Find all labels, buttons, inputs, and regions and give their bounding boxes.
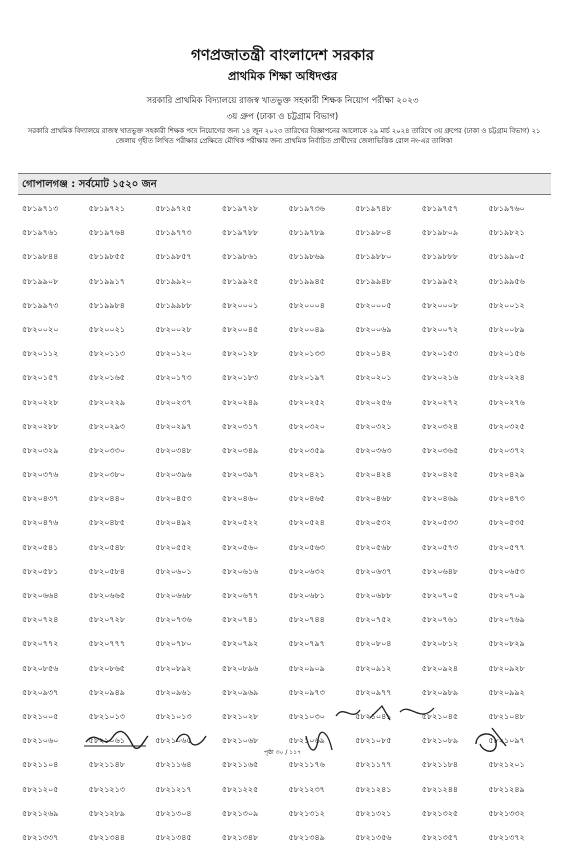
roll-number-cell: ৫৮২১০২৮ [221,711,259,721]
roll-number-cell: ৫৮১৯৮২১ [488,228,525,238]
roll-number-cell: ৫৮২০৩৩০ [88,445,126,455]
roll-number-cell: ৫৮২০৮৯২ [155,663,192,673]
roll-number-cell: ৫৮২০৭৮০ [155,639,192,649]
roll-number-cell: ৫৮২০৪৬৫ [288,494,325,504]
roll-number-cell: ৫৮২১০৪৫ [421,711,459,721]
roll-number-cell: ৫৮২০৫৭৭ [488,542,525,552]
roll-number-cell: ৫৮২০৩৪৮ [155,445,192,455]
roll-number-cell: ৫৮২০৯৭৭ [355,687,392,697]
roll-number-cell: ৫৮২০১৪২ [355,349,392,359]
roll-number-cell: ৫৮২০৩৯৬ [155,470,192,480]
roll-number-cell: ৫৮২০৫২২ [221,518,259,528]
roll-number-cell: ৫৮২০৪৭৩ [488,494,525,504]
roll-number-cell: ৫৮২০৭৫২ [355,615,392,625]
roll-number-cell: ৫৮২০৯৬১ [155,687,192,697]
roll-number-cell: ৫৮২১০৬৫ [155,736,192,746]
roll-number-cell: ৫৮২০৬১৬ [221,566,259,576]
roll-number-cell: ৫৮২০২৭৬ [488,397,525,407]
roll-number-cell: ৫৮২০০০১ [221,300,259,310]
roll-number-cell: ৫৮১৯৭৮৯ [288,228,325,238]
district-banner [18,173,551,195]
roll-number-cell: ৫৮২০৯৪৯ [88,687,125,697]
roll-number-cell: ৫৮২০৭৬১ [421,615,459,625]
roll-number-cell: ৫৮২০৭৬৯ [488,615,525,625]
roll-number-cell: ৫৮২০০২০ [22,324,59,334]
roll-number-cell: ৫৮২০৩২৫ [488,421,525,431]
roll-number-cell: ৫৮২০৩৪৯ [221,445,259,455]
signature-4 [330,698,440,728]
roll-number-cell: ৫৮২০১৭৩ [155,373,192,383]
roll-number-cell: ৫৮২০৪৪০ [88,494,125,504]
roll-number-cell: ৫৮১৯৯৮৮ [155,300,192,310]
roll-number-cell: ৫৮২০৯৬৯ [221,687,259,697]
document-title: গণপ্রজাতন্ত্রী বাংলাদেশ সরকার [191,46,374,64]
roll-number-cell: ৫৮২০১২০ [155,349,192,359]
roll-number-cell: ৫৮২১১৭৬ [288,760,325,770]
roll-number-cell: ৫৮২০৭২৪ [22,615,59,625]
roll-number-cell: ৫৮২০১৫৩ [421,349,459,359]
roll-number-cell: ৫৮১৯৮৫৫ [88,252,125,262]
roll-number-cell: ৫৮২০১৮৩ [221,373,259,383]
roll-number-cell: ৫৮১৯৯৪৮ [355,276,392,286]
roll-number-cell: ৫৮২০৫৬৮ [355,542,392,552]
roll-number-cell: ৫৮২০৯৯২ [488,687,525,697]
roll-number-cell: ৫৮২০১১২ [22,349,59,359]
roll-number-cell: ৫৮২০৪৯২ [155,518,192,528]
roll-number-cell: ৫৮২১২৮৯ [88,808,125,818]
roll-number-cell: ৫৮২০৯৭৩ [288,687,325,697]
roll-number-cell: ৫৮২১২৪৪ [421,784,459,794]
roll-number-cell: ৫৮১৯৯৪৫ [288,276,325,286]
exam-name: সরকারি প্রাথমিক বিদ্যালয়ে রাজস্ব খাতভুক্ত সহকারী শিক্ষক নিয়োগ পরীক্ষা ২০২৩ [146,96,419,106]
roll-number-cell: ৫৮২০০৮৯ [488,324,525,334]
roll-number-cell: ৫৮২১০৬৯ [288,736,325,746]
roll-number-cell: ৫৮১৯৮৪৪ [22,252,59,262]
roll-number-cell: ৫৮২০৪৮৫ [88,518,125,528]
roll-number-cell: ৫৮২০৭৪১ [221,615,259,625]
roll-number-cell: ৫৮১৯৮৫৭ [155,252,192,262]
roll-number-cell: ৫৮২০২৯৭ [155,421,192,431]
roll-number-cell: ৫৮২১০৪৮ [488,711,525,721]
roll-number-cell: ৫৮১৯৭২১ [88,204,125,213]
roll-number-cell: ৫৮২০২৩৭ [155,397,192,407]
roll-number-cell: ৫৮২০৬৫৩ [488,566,525,576]
roll-number-cell: ৫৮২০৭৯২ [221,639,259,649]
roll-number-cell: ৫৮২০৩২৯ [22,445,59,455]
roll-number-cell: ৫৮২০১৩৩ [288,349,325,359]
roll-number-cell: ৫৮২১১০৪ [22,760,59,770]
roll-number-cell: ৫৮১৯৭৩৬ [288,204,325,213]
roll-number-cell: ৫৮২১৩৪৪ [88,832,125,842]
roll-number-cell: ৫৮২০৪৬৯ [421,494,459,504]
roll-number-cell: ৫৮২০৪৬০ [221,494,259,504]
roll-number-cell: ৫৮২০৬৮৮ [355,591,392,600]
roll-number-cell: ৫৮২০২২৪ [488,373,525,383]
roll-number-cell: ৫৮২০০০৪ [288,300,325,310]
roll-number-cell: ৫৮২০৩৭২ [488,445,525,455]
roll-number-cell: ৫৮২০২৯৩ [88,421,126,431]
notice-text: সরকারি প্রাথমিক বিদ্যালয়ে রাজস্ব খাতভুক্ত সহকারী শিক্ষক পদে নিয়োগের জন্য ১৪ জুন ২০২৩ তারিখের বিজ্ঞাপনের আলোকে ২৯ মার্চ ২০২৪ তারিখে ৩য় গ্রুপের (ঢাকা ও চট্টগ্রাম বিভাগ) ২১ জেলায় গৃহীত লিখিত পরীক্ষার প্রেক্ষিতে মৌখিক পরীক্ষার জন্য প্রাথমিক নির্বাচিত প্রার্থীদের জেলাভিত্তিক রোল নং-এর তালিকা [27,127,541,145]
roll-number-cell: ৫৮২০২৭২ [421,397,459,407]
roll-number-cell: ৫৮২০৭৯৭ [288,639,325,649]
roll-number-cell: ৫৮২১০৮৫ [355,736,392,746]
roll-number-cell: ৫৮২০৫৬৩ [288,542,325,552]
roll-number-cell: ৫৮২০৭৭৭ [88,639,126,649]
roll-number-cell: ৫৮২০৪২৫ [421,470,459,480]
roll-number-cell: ৫৮২০২৫২ [288,397,325,407]
roll-number-cell: ৫৮২১১৬৫ [221,760,259,770]
roll-number-cell: ৫৮২০৩৭৬ [22,470,59,480]
roll-number-cell: ৫৮২১৩৩২ [488,808,525,818]
roll-number-cell: ৫৮১৯৭৬০ [488,204,525,213]
roll-number-cell: ৫৮২১৩২১ [355,808,392,818]
roll-number-cell: ৫৮২০৬৬৫ [88,591,126,600]
roll-number-cell: ৫৮২০১৬৫ [88,373,125,383]
roll-number-cell: ৫৮২০৪৬৮ [355,494,392,504]
roll-number-cell: ৫৮২১০৪১ [355,711,392,721]
roll-number-cell: ৫৮২১১৬৪ [155,760,192,770]
roll-number-cell: ৫৮২০৫২৪ [288,518,325,528]
roll-number-cell: ৫৮১৯৮৬৯ [288,252,325,262]
roll-number-cell: ৫৮১৯৭৬১ [22,228,59,238]
roll-number-cell: ৫৮২০৩৯৭ [221,470,259,480]
roll-number-cell: ৫৮১৯৯১৭ [88,276,125,286]
roll-number-cell: ৫৮১৯৯০৫ [488,252,525,262]
roll-number-cell: ৫৮২০৪৩৭ [22,494,59,504]
roll-number-cell: ৫৮২০৮৬৫ [88,663,125,673]
roll-number-cell: ৫৮২১২২৫ [221,784,259,794]
roll-number-cell: ৫৮২০৪৭৬ [22,518,59,528]
roll-number-cell: ৫৮১৯৭৫৭ [421,204,459,213]
roll-number-cell: ৫৮২১১৮৪ [421,760,459,770]
roll-number-cell: ৫৮২০৫৩৩ [421,518,459,528]
roll-number-cell: ৫৮২০৪৫৩ [155,494,192,504]
roll-number-cell: ৫৮১৯৮৮০ [355,252,392,262]
roll-number-cell: ৫৮২০৯০৯ [288,663,325,673]
roll-number-cell: ৫৮২০৫৪১ [22,542,59,552]
roll-number-cell: ৫৮২১৩০৪ [155,808,192,818]
roll-number-cell: ৫৮২০২৮৮ [22,421,59,431]
roll-number-cell: ৫৮২১০৬৮ [221,736,259,746]
roll-number-cell: ৫৮২১৩৫৭ [421,832,459,842]
roll-number-cell: ৫৮২০৬৬৪ [22,591,59,600]
roll-number-cell: ৫৮২০২২৯ [88,397,126,407]
roll-number-cell: ৫৮২০১৫৬ [488,349,525,359]
roll-number-cell: ৫৮২০৬৩২ [288,566,325,576]
roll-number-cell: ৫৮২০৩২০ [288,421,325,431]
roll-number-cell: ৫৮১৯৯২৫ [221,276,259,286]
roll-number-cell: ৫৮২০১৯৭ [288,373,325,383]
roll-number-cell: ৫৮২০৩৬৩ [355,445,392,455]
roll-number-cell: ৫৮২১৩৩৭ [22,832,59,842]
roll-number-cell: ৫৮২১২০১ [488,760,525,770]
roll-number-cell: ৫৮১৯৮৮৮ [421,252,459,262]
roll-number-cell: ৫৮২০৯৮৯ [421,687,459,697]
roll-number-cell: ৫৮২০৯৩৭ [22,687,59,697]
roll-number-cell: ৫৮২১০৯৭ [488,736,525,746]
district-label: গোপালগঞ্জ : সর্বমোট ১৫২০ জন [22,179,157,190]
roll-number-cell: ৫৮২১০৩০ [288,711,325,721]
roll-number-cell: ৫৮২১৩৪৫ [155,832,192,842]
roll-number-cell: ৫৮২০৬৪৮ [421,566,459,576]
roll-number-cell: ৫৮১৯৯৫২ [421,276,459,286]
roll-number-cell: ৫৮২০৮৫৬ [22,663,59,673]
roll-number-cell: ৫৮২১০১৩ [155,711,192,721]
roll-number-cell: ৫৮২০৮৯৬ [221,663,259,673]
roll-number-cell: ৫৮২১০১৩ [88,711,125,721]
roll-number-cell: ৫৮১৯৯৫৬ [488,276,525,286]
roll-number-cell: ৫৮২০৮২৯ [488,639,525,649]
roll-number-cell: ৫৮২০৭২৮ [88,615,126,625]
roll-number-cell: ৫৮১৯৭২৮ [221,204,259,213]
roll-number-cell: ৫৮২০১২৮ [221,349,259,359]
roll-number-cell: ৫৮২০৬০১ [155,566,192,576]
roll-number-cell: ৫৮১৯৭২৫ [155,204,192,213]
roll-number-cell: ৫৮২০১১৩ [88,349,125,359]
roll-number-cell: ৫৮২১৩১২ [288,808,325,818]
roll-number-cell: ৫৮২০৪২১ [288,470,325,480]
roll-number-cell: ৫৮২০৯২৮ [488,663,525,673]
roll-number-cell: ৫৮২০৫৪৮ [88,542,125,552]
roll-number-cell: ৫৮২০৫৩২ [355,518,392,528]
roll-number-cell: ৫৮১৯৭৮৮ [221,228,259,238]
roll-number-cell: ৫৮১৯৮০৯ [421,228,459,238]
roll-number-cell: ৫৮২০৩৬৫ [421,445,459,455]
roll-number-cell: ৫৮২০২০১ [355,373,392,383]
roll-number-cell: ৫৮২১৩৪৮ [221,832,259,842]
roll-number-cell: ৫৮২১২১৩ [88,784,125,794]
roll-number-cell: ৫৮২০৮০৪ [355,639,392,649]
roll-number-cell: ৫৮২১২১৭ [155,784,192,794]
roll-number-cell: ৫৮২০৩২১ [355,421,392,431]
roll-number-cell: ৫৮১৯৭৬৪ [88,228,125,238]
roll-number-cell: ৫৮২০৭৩৬ [155,615,192,625]
roll-number-cell: ৫৮২০২৫৬ [355,397,392,407]
roll-number-cell: ৫৮২১০৬০ [22,736,59,746]
roll-number-cell: ৫৮২১৩৭২ [488,832,525,842]
roll-number-cell: ৫৮২১২০৫ [22,784,59,794]
roll-number-cell: ৫৮২১৩০৯ [221,808,259,818]
roll-number-cell: ৫৮২০৩২৪ [421,421,459,431]
roll-number-cell: ৫৮২০৩৫৯ [288,445,325,455]
roll-number-cell: ৫৮২০৫৮৪ [88,566,125,576]
roll-number-cell: ৫৮২০২২৮ [22,397,59,407]
roll-number-cell: ৫৮২০০৬৯ [355,324,392,334]
roll-number-cell: ৫৮১৯৯২০ [155,276,192,286]
roll-number-cell: ৫৮২০৯১২ [355,663,392,673]
roll-number-cell: ৫৮২০৫৭৩ [421,542,459,552]
roll-number-cell: ৫৮২০৬৬৮ [155,591,192,600]
page-number: পৃষ্ঠা ৩০ / ১১৭ [264,749,301,756]
roll-number-cell: ৫৮২০০১২ [488,300,525,310]
roll-number-cell: ৫৮২০৫৫২ [155,542,192,552]
roll-number-cell: ৫৮২১১৪৮ [88,760,125,770]
roll-number-cell: ৫৮২১৩২৫ [421,808,459,818]
roll-number-cell: ৫৮২০১৫৭ [22,373,59,383]
group-name: ৩য় গ্রুপ (ঢাকা ও চট্টগ্রাম বিভাগ) [226,112,339,122]
roll-number-cell: ৫৮২১২৪৯ [488,784,525,794]
roll-number-cell: ৫৮১৯৯৭৩ [22,300,59,310]
roll-number-cell: ৫৮২০২৪৯ [221,397,259,407]
roll-number-cell: ৫৮২০০০৫ [355,300,392,310]
roll-number-cell: ৫৮২০৫৮১ [22,566,59,576]
roll-number-cell: ৫৮২০৬৭৭ [221,591,259,600]
roll-number-cell: ৫৮২০৫৩৫ [488,518,525,528]
roll-number-cell: ৫৮২১২৩৭ [288,784,325,794]
roll-number-cell: ৫৮২০০২১ [88,324,126,334]
roll-number-cell: ৫৮২০৭৪৪ [288,615,325,625]
roll-number-cell: ৫৮২০৮১২ [421,639,459,649]
roll-number-cell: ৫৮২০০৭২ [421,324,459,334]
roll-number-cell: ৫৮২১৩৪৯ [288,832,325,842]
roll-number-cell: ৫৮২১২৬৯ [22,808,59,818]
roll-number-cell: ৫৮২০৪২৪ [355,470,392,480]
roll-number-cell: ৫৮১৯৭১৩ [22,204,59,213]
roll-number-cell: ৫৮২১২৪১ [355,784,392,794]
roll-number-cell: ৫৮১৯৯০৮ [22,276,59,286]
roll-number-cell: ৫৮২০৩৮০ [88,470,126,480]
roll-number-cell: ৫৮২১১৭৭ [355,760,392,770]
roll-number-cell: ৫৮২০২১৬ [421,373,459,383]
roll-number-cell: ৫৮১৯৭৭৩ [155,228,192,238]
roll-number-cell: ৫৮২০০৪৫ [221,324,259,334]
roll-number-cell: ৫৮২১০০৫ [22,711,59,721]
roll-number-cell: ৫৮২১০৬১ [88,736,125,746]
roll-number-cell: ৫৮২০৭০৯ [488,591,525,600]
roll-number-cell: ৫৮২০৬৮১ [288,591,325,600]
roll-number-cell: ৫৮২০৩১৭ [221,421,259,431]
roll-number-cell: ৫৮১৯৯৮৪ [88,300,125,310]
roll-number-cell: ৫৮২০৪২৯ [488,470,525,480]
roll-number-cell: ৫৮২০৬৩৭ [355,566,392,576]
roll-number-cell: ৫৮২০০৪৯ [288,324,325,334]
roll-number-cell: ৫৮২০৫৬০ [221,542,259,552]
roll-number-cell: ৫৮২০০২৮ [155,324,192,334]
roll-number-cell: ৫৮১৯৭৪৮ [355,204,392,213]
roll-number-cell: ৫৮২১৩৫৬ [355,832,392,842]
roll-number-cell: ৫৮১৯৮৬১ [221,252,259,262]
department-name: প্রাথমিক শিক্ষা অধিদপ্তর [227,69,338,83]
roll-number-cell: ৫৮২০০০৮ [421,300,459,310]
roll-number-cell: ৫৮২০৭৭২ [22,639,59,649]
roll-number-cell: ৫৮২০৭০৫ [421,591,459,600]
roll-number-cell: ৫৮২১০৮৯ [421,736,459,746]
roll-number-cell: ৫৮২০৯২৪ [421,663,459,673]
roll-number-cell: ৫৮১৯৮০৪ [355,228,392,238]
